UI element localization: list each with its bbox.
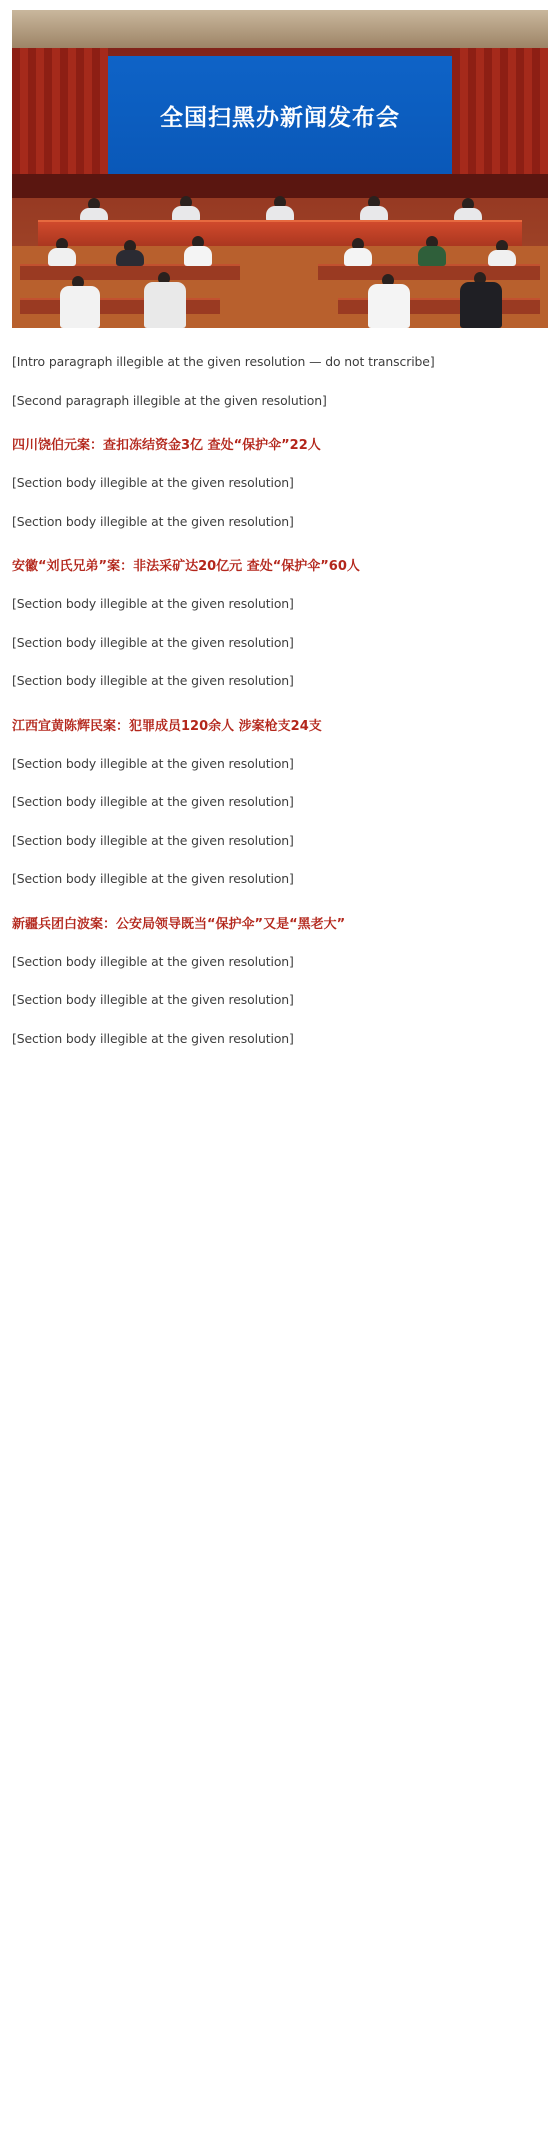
section-paragraph: [Section body illegible at the given resolution] (12, 992, 294, 1007)
attendee-figure (184, 246, 212, 266)
section-paragraph: [Section body illegible at the given resolution] (12, 871, 294, 886)
dais-table (38, 220, 522, 248)
section-paragraph: [Section body illegible at the given resolution] (12, 794, 294, 809)
section-paragraph: [Section body illegible at the given resolution] (12, 475, 294, 490)
section-paragraph: [Section body illegible at the given resolution] (12, 755, 294, 771)
attendee-figure (48, 248, 76, 266)
attendee-figure (460, 282, 502, 328)
audience-desk (318, 264, 540, 280)
section-paragraph: [Section body illegible at the given resolution] (12, 596, 294, 611)
attendee-figure (368, 284, 410, 328)
section-paragraph: [Section body illegible at the given resolution] (12, 953, 294, 969)
intro-paragraph: [Intro paragraph illegible at the given resolution — do not transcribe] (12, 354, 435, 369)
section-paragraph: [Section body illegible at the given resolution] (12, 673, 294, 688)
section-paragraph: [Section body illegible at the given resolution] (12, 832, 294, 848)
press-conference-photo (12, 10, 548, 328)
conference-banner (108, 56, 452, 174)
section-heading-xinjiang: 新疆兵团白波案：公安局领导既当“保护伞”又是“黑老大” (12, 916, 346, 932)
banner-title: 全国扫黑办新闻发布会 (160, 104, 400, 131)
attendee-figure (116, 250, 144, 266)
article (0, 0, 560, 1051)
section-paragraph: [Section body illegible at the given resolution] (12, 513, 294, 529)
audience-desk (20, 264, 240, 280)
ceiling-panel (12, 10, 548, 48)
attendee-figure (418, 246, 446, 266)
section-heading-sichuan: 四川饶伯元案：查扣冻结资金3亿 查处“保护伞”22人 (12, 438, 321, 453)
stage-backdrop (12, 174, 548, 198)
section-paragraph: [Section body illegible at the given resolution] (12, 1030, 294, 1046)
section-heading-jiangxi: 江西宜黄陈辉民案：犯罪成员120余人 涉案枪支24支 (12, 718, 322, 734)
intro-paragraph-2: [Second paragraph illegible at the given resolution] (12, 392, 327, 408)
section-paragraph: [Section body illegible at the given resolution] (12, 634, 294, 650)
attendee-figure (144, 282, 186, 328)
attendee-figure (344, 248, 372, 266)
audience-desk (20, 298, 220, 314)
attendee-figure (488, 250, 516, 266)
attendee-figure (60, 286, 100, 328)
section-heading-anhui: 安徽“刘氏兄弟”案：非法采矿达20亿元 查处“保护伞”60人 (12, 559, 360, 574)
